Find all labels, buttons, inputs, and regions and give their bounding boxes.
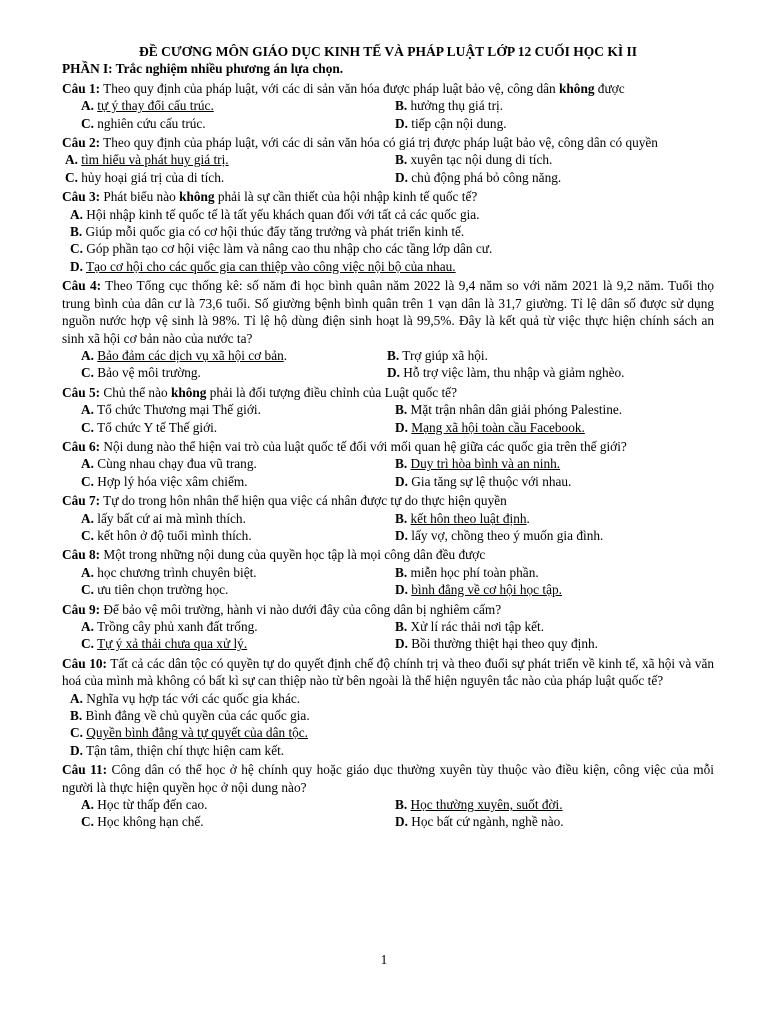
- option-d: D. Tận tâm, thiện chí thực hiện cam kết.: [70, 742, 285, 758]
- options: [62, 401, 714, 436]
- question-stem: Câu 2: Theo quy định của pháp luật, với các di sản văn hóa có giá trị được pháp luật bảo vệ, công dân có quyền: [62, 135, 658, 151]
- option-a: A. Trồng cây phủ xanh đất trống.: [81, 619, 258, 634]
- question-stem: Câu 11: Công dân có thể học ở hệ chính quy hoặc giáo dục thường xuyên tùy thuộc vào điều kiện, công việc của mỗi người là thực hiện quyền học ở nội dung nào?: [62, 762, 714, 795]
- question-8: [62, 546, 714, 598]
- option-a: A. Tổ chức Thương mại Thế giới.: [81, 402, 261, 418]
- options: [62, 455, 714, 490]
- option-d: D. Bồi thường thiệt hại theo quy định.: [395, 636, 598, 652]
- option-b: B. Giúp mỗi quốc gia có cơ hội thúc đẩy tăng trưởng và phát triển kinh tế.: [70, 224, 465, 240]
- option-b: B. Học thường xuyên, suốt đời.: [395, 797, 563, 813]
- option-c: C. Quyền bình đẳng và tự quyết của dân tộc.: [70, 725, 309, 741]
- question-11: [62, 761, 714, 831]
- option-b: B. Duy trì hòa bình và an ninh.: [395, 456, 561, 472]
- option-a: A. Nghĩa vụ hợp tác với các quốc gia khác.: [70, 690, 301, 706]
- question-5: [62, 384, 714, 436]
- option-a: A. Bảo đảm các dịch vụ xã hội cơ bản.: [81, 347, 288, 363]
- document-page: [62, 43, 714, 831]
- question-stem: Câu 1: Theo quy định của pháp luật, với các di sản văn hóa được pháp luật bảo vệ, công dân không được: [62, 80, 625, 96]
- option-c: C. ưu tiên chọn trường học.: [81, 582, 229, 598]
- options: [62, 510, 714, 545]
- question-1: [62, 80, 714, 132]
- question-stem: Câu 9: Để bảo vệ môi trường, hành vi nào dưới đây của công dân bị nghiêm cấm?: [62, 601, 502, 617]
- part-heading: PHẦN I: Trắc nghiệm nhiều phương án lựa chọn.: [62, 61, 344, 77]
- option-c: C. Bảo vệ môi trường.: [81, 365, 201, 381]
- option-b: B. miễn học phí toàn phần.: [395, 564, 539, 580]
- option-d: D. Mạng xã hội toàn cầu Facebook.: [395, 419, 585, 435]
- option-b: B. xuyên tạc nội dung di tích.: [395, 152, 553, 168]
- option-c: C. kết hôn ở độ tuổi mình thích.: [81, 527, 252, 543]
- document-title: ĐỀ CƯƠNG MÔN GIÁO DỤC KINH TẾ VÀ PHÁP LUẬT LỚP 12 CUỐI HỌC KÌ II: [139, 44, 637, 59]
- question-stem: Câu 7: Tự do trong hôn nhân thể hiện qua việc cá nhân được tự do thực hiện quyền: [62, 493, 507, 509]
- options: [62, 618, 714, 653]
- option-b: B. kết hôn theo luật định.: [395, 510, 530, 526]
- question-2: [62, 134, 714, 186]
- option-c: C. Hợp lý hóa việc xâm chiếm.: [81, 473, 248, 489]
- question-stem: Câu 5: Chủ thể nào không phải là đối tượng điều chỉnh của Luật quốc tế?: [62, 384, 457, 400]
- question-10: [62, 655, 714, 759]
- option-a: A. Hội nhập kinh tế quốc tế là tất yếu khách quan đối với tất cả các quốc gia.: [70, 206, 480, 222]
- options: [62, 151, 714, 186]
- option-a: A. học chương trình chuyên biệt.: [81, 564, 257, 580]
- option-c: C. Tự ý xả thải chưa qua xử lý.: [81, 636, 248, 652]
- option-c: C. Tổ chức Y tế Thế giới.: [81, 419, 218, 435]
- option-a: A. lấy bất cứ ai mà mình thích.: [81, 510, 246, 526]
- option-b: B. hưởng thụ giá trị.: [395, 98, 504, 114]
- question-stem: Câu 3: Phát biểu nào không phải là sự cần thiết của hội nhập kinh tế quốc tế?: [62, 189, 478, 205]
- options: [62, 97, 714, 132]
- option-c: C. Góp phần tạo cơ hội việc làm và nâng cao thu nhập cho các tầng lớp dân cư.: [70, 241, 493, 257]
- option-d: D. bình đẳng về cơ hội học tập.: [395, 582, 562, 598]
- options: [62, 206, 714, 276]
- page-number: 1: [380, 952, 388, 967]
- option-d: D. tiếp cận nội dung.: [395, 115, 507, 131]
- question-6: [62, 438, 714, 490]
- option-a: A. Học từ thấp đến cao.: [81, 797, 208, 813]
- option-b: B. Xử lí rác thải nơi tập kết.: [395, 619, 545, 634]
- option-a: A. tìm hiểu và phát huy giá trị.: [65, 152, 229, 168]
- question-stem: Câu 8: Một trong những nội dung của quyền học tập là mọi công dân đều được: [62, 547, 486, 563]
- option-c: C. Học không hạn chế.: [81, 814, 204, 830]
- question-stem: Câu 4: Theo Tổng cục thống kê: số năm đi học bình quân năm 2022 là 9,4 năm so với năm 2021 là 9,2 năm. Tuổi thọ trung bình của dân cư là 73,6 tuổi. Số giường bệnh bình quân trên 1 vạn dân là 31,7 giường. Tỉ lệ dân số được sử dụng nguồn nước hợp vệ sinh là 98%. Tỉ lệ hộ dùng điện sinh hoạt là 99,5%. Đây là kết quả từ việc thực hiện chính sách an sinh xã hội cơ bản nào của nước ta?: [62, 278, 715, 346]
- option-d: D. Hỗ trợ việc làm, thu nhập và giảm nghèo.: [387, 365, 625, 381]
- options: [62, 690, 714, 760]
- question-stem: Câu 10: Tất cả các dân tộc có quyền tự do quyết định chế độ chính trị và theo đuổi sự phát triển về kinh tế, xã hội và văn hoá của mình mà không có bất kì sự can thiệp nào từ bên ngoài là thể hiện nguyên tắc nào của pháp luật quốc tế?: [62, 655, 714, 689]
- option-b: B. Trợ giúp xã hội.: [387, 347, 488, 363]
- options: [62, 564, 714, 599]
- question-4: [62, 277, 714, 381]
- option-d: D. chủ động phá bỏ công năng.: [395, 169, 562, 185]
- option-b: B. Bình đẳng về chủ quyền của các quốc gia.: [70, 708, 310, 724]
- option-a: A. tự ý thay đổi cấu trúc.: [81, 98, 214, 114]
- question-stem: Câu 6: Nội dung nào thể hiện vai trò của luật quốc tế đối với mối quan hệ giữa các quốc gia trên thế giới?: [62, 438, 627, 454]
- option-d: D. Tạo cơ hội cho các quốc gia can thiệp vào công việc nội bộ của nhau.: [70, 258, 456, 274]
- option-d: D. lấy vợ, chồng theo ý muốn gia đình.: [395, 527, 604, 543]
- option-b: B. Mặt trận nhân dân giải phóng Palestine.: [395, 402, 623, 418]
- option-c: C. hủy hoại giá trị của di tích.: [65, 169, 225, 185]
- question-7: [62, 492, 714, 544]
- option-d: D. Học bất cứ ngành, nghề nào.: [395, 814, 564, 830]
- options: [62, 796, 714, 831]
- question-3: [62, 188, 714, 275]
- option-d: D. Gia tăng sự lệ thuộc với nhau.: [395, 473, 572, 489]
- option-a: A. Cùng nhau chạy đua vũ trang.: [81, 456, 257, 472]
- options: [62, 347, 714, 382]
- option-c: C. nghiên cứu cấu trúc.: [81, 115, 206, 131]
- question-9: [62, 601, 714, 653]
